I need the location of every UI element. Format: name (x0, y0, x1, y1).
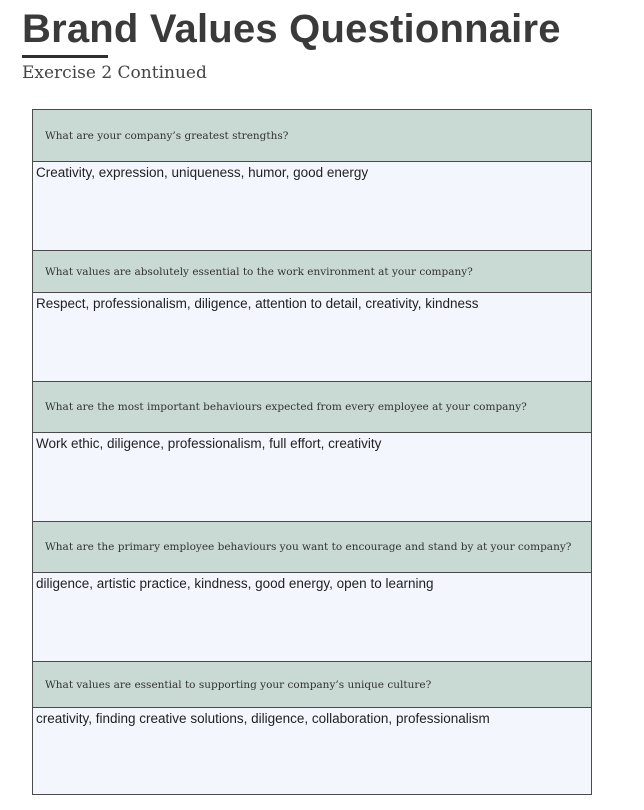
question-block (33, 661, 591, 794)
answer-field[interactable]: Creativity, expression, uniqueness, humor, good energy (33, 162, 591, 250)
page-title: Brand Values Questionnaire (22, 7, 561, 51)
page-subtitle: Exercise 2 Continued (22, 63, 207, 83)
question-label: What are the primary employee behaviours you want to encourage and stand by at your company? (33, 521, 591, 573)
question-label: What values are essential to supporting your company’s unique culture? (33, 661, 591, 708)
answer-field[interactable]: creativity, finding creative solutions, diligence, collaboration, professionalism (33, 708, 591, 794)
title-underline (22, 55, 108, 58)
answer-field[interactable]: diligence, artistic practice, kindness, good energy, open to learning (33, 573, 591, 661)
question-block (33, 250, 591, 381)
questionnaire-table (32, 109, 592, 795)
answer-field[interactable]: Respect, professionalism, diligence, attention to detail, creativity, kindness (33, 293, 591, 381)
question-block (33, 110, 591, 250)
question-label: What are the most important behaviours expected from every employee at your company? (33, 381, 591, 433)
question-label: What are your company’s greatest strengths? (33, 110, 591, 162)
question-label: What values are absolutely essential to the work environment at your company? (33, 250, 591, 293)
answer-field[interactable]: Work ethic, diligence, professionalism, full effort, creativity (33, 433, 591, 521)
question-block (33, 521, 591, 661)
question-block (33, 381, 591, 521)
